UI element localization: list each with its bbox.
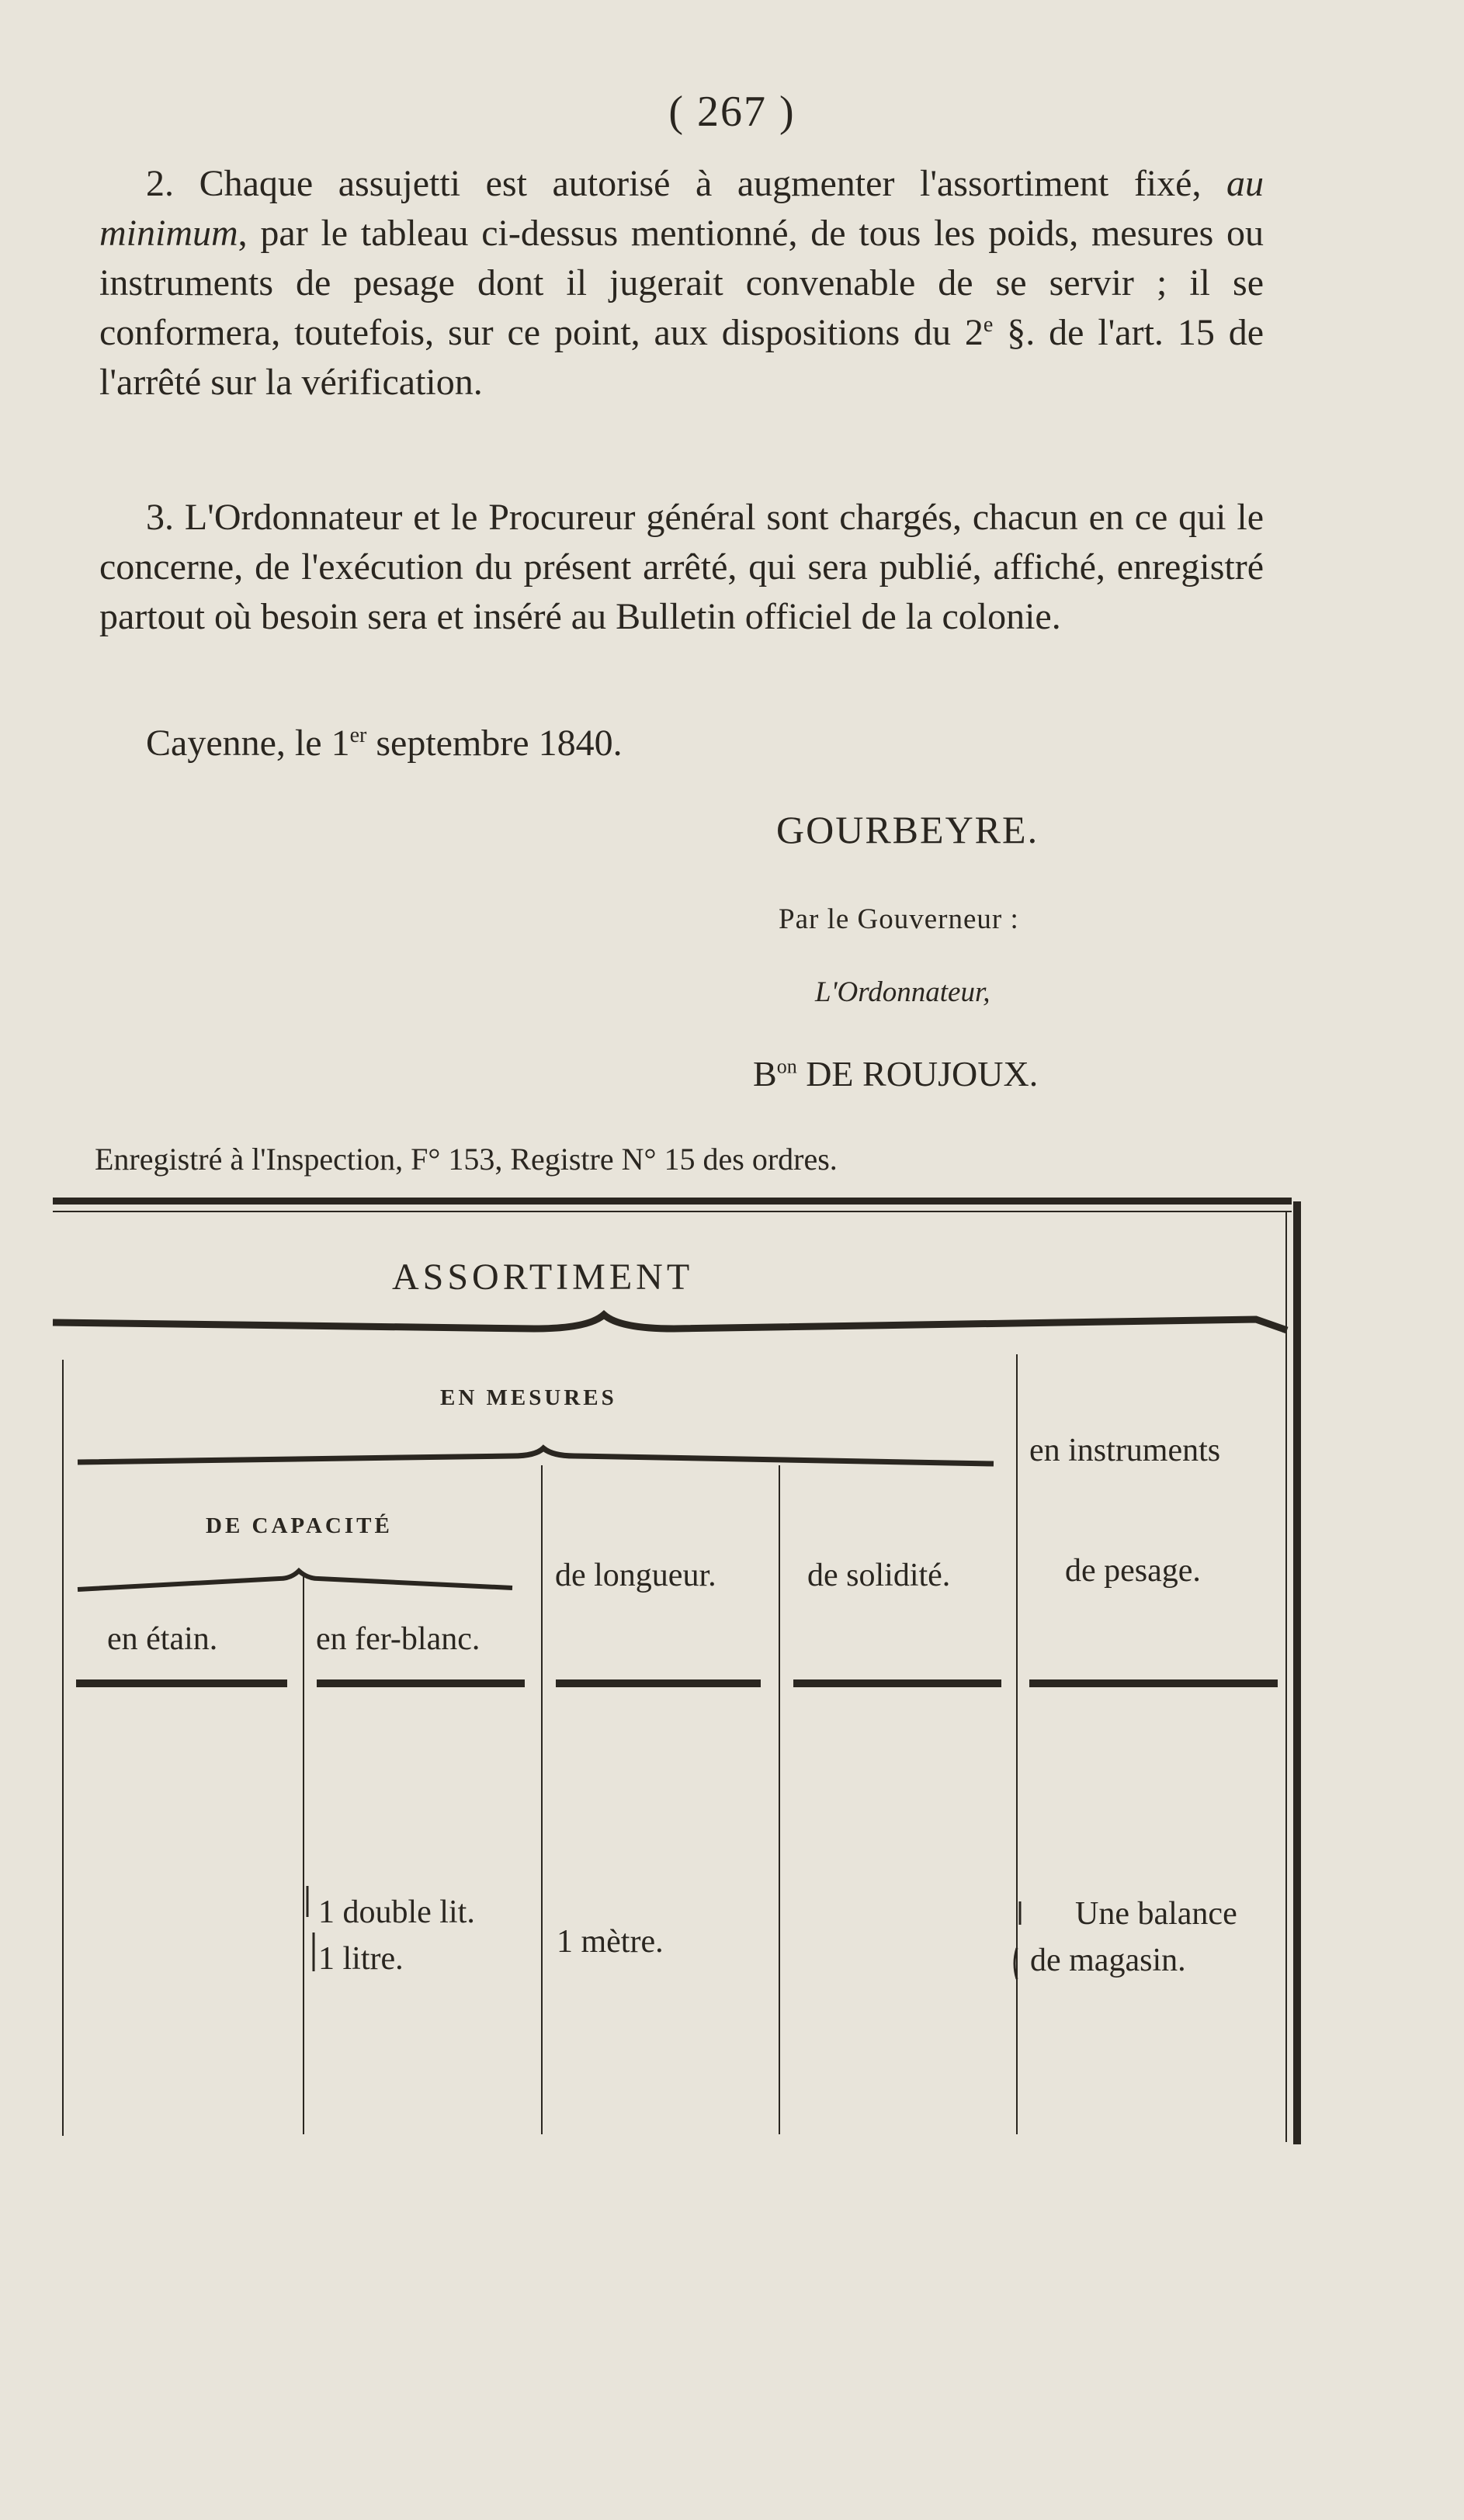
official-name <box>753 1053 1038 1094</box>
name-text: DE ROUJOUX. <box>796 1054 1039 1094</box>
column-header-longueur: de longueur. <box>555 1558 716 1593</box>
article-number: 3. <box>146 497 174 538</box>
column-header-instruments: en instruments <box>1029 1433 1221 1468</box>
brace-assortiment <box>53 1312 1295 1343</box>
byline: Par le Gouverneur : <box>779 903 1019 935</box>
article-text-end: §. de l'art. 15 de l'arrêté sur la vérification. <box>99 312 1265 403</box>
column-divider <box>1016 1354 1018 2134</box>
signer-name: GOURBEYRE. <box>776 808 1039 851</box>
cell-fer-blanc-line2: 1 litre. <box>318 1941 404 1977</box>
column-divider <box>541 1465 543 2134</box>
place-date-text: Cayenne, le 1 <box>146 723 350 764</box>
page-number: ( 267 ) <box>668 88 796 136</box>
column-header-pesage: de pesage. <box>1065 1553 1201 1589</box>
group-heading-capacite: DE CAPACITÉ <box>206 1513 393 1538</box>
superscript: e <box>983 313 994 337</box>
paragraph-article-2 <box>99 159 1264 407</box>
table-right-border <box>1293 1201 1301 2144</box>
column-header-rule <box>76 1679 287 1687</box>
brace-mesures <box>78 1444 1009 1475</box>
article-text: L'Ordonnateur et le Procureur général sont chargés, chacun en ce qui le concerne, de l'exécution du présent arrêté, qui sera publié, affiché, enregistré partout où besoin sera et inséré au Bulletin officiel de la colonie. <box>99 497 1265 637</box>
paragraph-article-3 <box>99 493 1264 642</box>
place-date-text-end: septembre 1840. <box>366 723 623 764</box>
table-top-rule <box>53 1198 1292 1205</box>
name-prefix-superscript: on <box>776 1055 797 1078</box>
column-header-rule <box>317 1679 525 1687</box>
column-header-fer-blanc: en fer-blanc. <box>316 1621 480 1657</box>
column-header-rule <box>1029 1679 1278 1687</box>
table-heading: ASSORTIMENT <box>392 1257 694 1298</box>
table-top-thin-rule <box>53 1211 1292 1212</box>
column-divider <box>62 1360 64 2136</box>
column-header-etain: en étain. <box>107 1621 218 1657</box>
emphasis-text: au minimum <box>99 163 1265 254</box>
superscript: er <box>349 723 367 747</box>
column-divider <box>303 1575 304 2134</box>
cell-longueur: 1 mètre. <box>557 1924 664 1960</box>
cell-fer-blanc-line1: 1 double lit. <box>318 1894 475 1930</box>
official-title: L'Ordonnateur, <box>815 976 990 1008</box>
cell-instruments-line2: de magasin. <box>1030 1943 1186 1978</box>
column-header-rule <box>556 1679 761 1687</box>
group-heading-mesures: EN MESURES <box>440 1385 617 1410</box>
column-header-solidite: de solidité. <box>807 1558 951 1593</box>
cell-instruments-line1: Une balance <box>1075 1896 1237 1932</box>
row-brace-instruments <box>1009 1901 1032 1987</box>
registration-note: Enregistré à l'Inspection, F° 153, Registre N° 15 des ordres. <box>95 1142 838 1177</box>
article-number: 2. <box>146 163 174 204</box>
article-text: Chaque assujetti est autorisé à augmenter l'assortiment fixé, <box>199 163 1202 204</box>
name-prefix: B <box>753 1054 777 1094</box>
article-text-continued: , par le tableau ci-dessus mentionné, de tous les poids, mesures ou instruments de pesage dont il jugerait convenable de se servir ; il se conformera, toutefois, sur ce point, aux dispositions du 2 <box>99 213 1264 353</box>
column-divider <box>779 1465 780 2134</box>
place-and-date <box>146 722 623 764</box>
column-header-rule <box>793 1679 1001 1687</box>
table-right-thin-border <box>1285 1211 1287 2142</box>
